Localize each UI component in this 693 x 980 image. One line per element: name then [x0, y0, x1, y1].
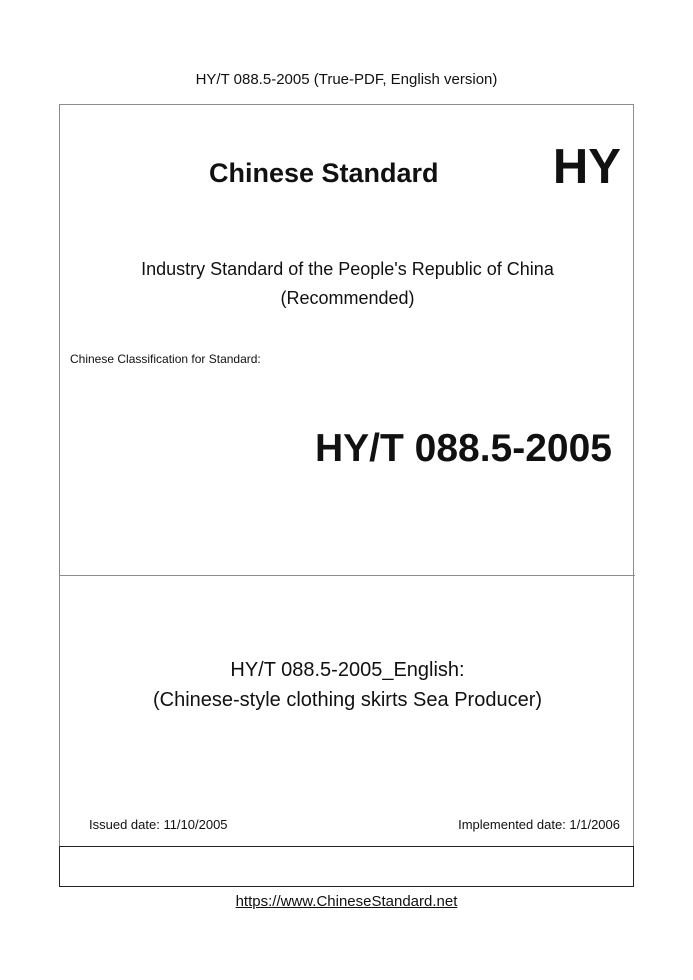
section-divider [60, 575, 635, 576]
standard-title: Chinese Standard [209, 158, 439, 188]
standard-code: HY [552, 140, 621, 194]
implemented-date: Implemented date: 1/1/2006 [458, 817, 620, 832]
industry-standard-line: Industry Standard of the People's Republic of China [141, 259, 554, 279]
classification-label: Chinese Classification for Standard: [70, 352, 261, 366]
cover-frame [59, 104, 634, 886]
recommended-label: (Recommended) [280, 288, 415, 308]
document-number: HY/T 088.5-2005 [314, 427, 612, 470]
footer-box [59, 846, 634, 887]
issued-date: Issued date: 11/10/2005 [89, 817, 228, 832]
page-header-title: HY/T 088.5-2005 (True-PDF, English version) [195, 71, 498, 88]
document-title-line-1: HY/T 088.5-2005_English: [230, 659, 465, 681]
document-title-line-2: (Chinese-style clothing skirts Sea Producer) [152, 689, 543, 711]
website-link[interactable]: https://www.ChineseStandard.net [235, 893, 458, 910]
website-link-container [0, 893, 693, 911]
